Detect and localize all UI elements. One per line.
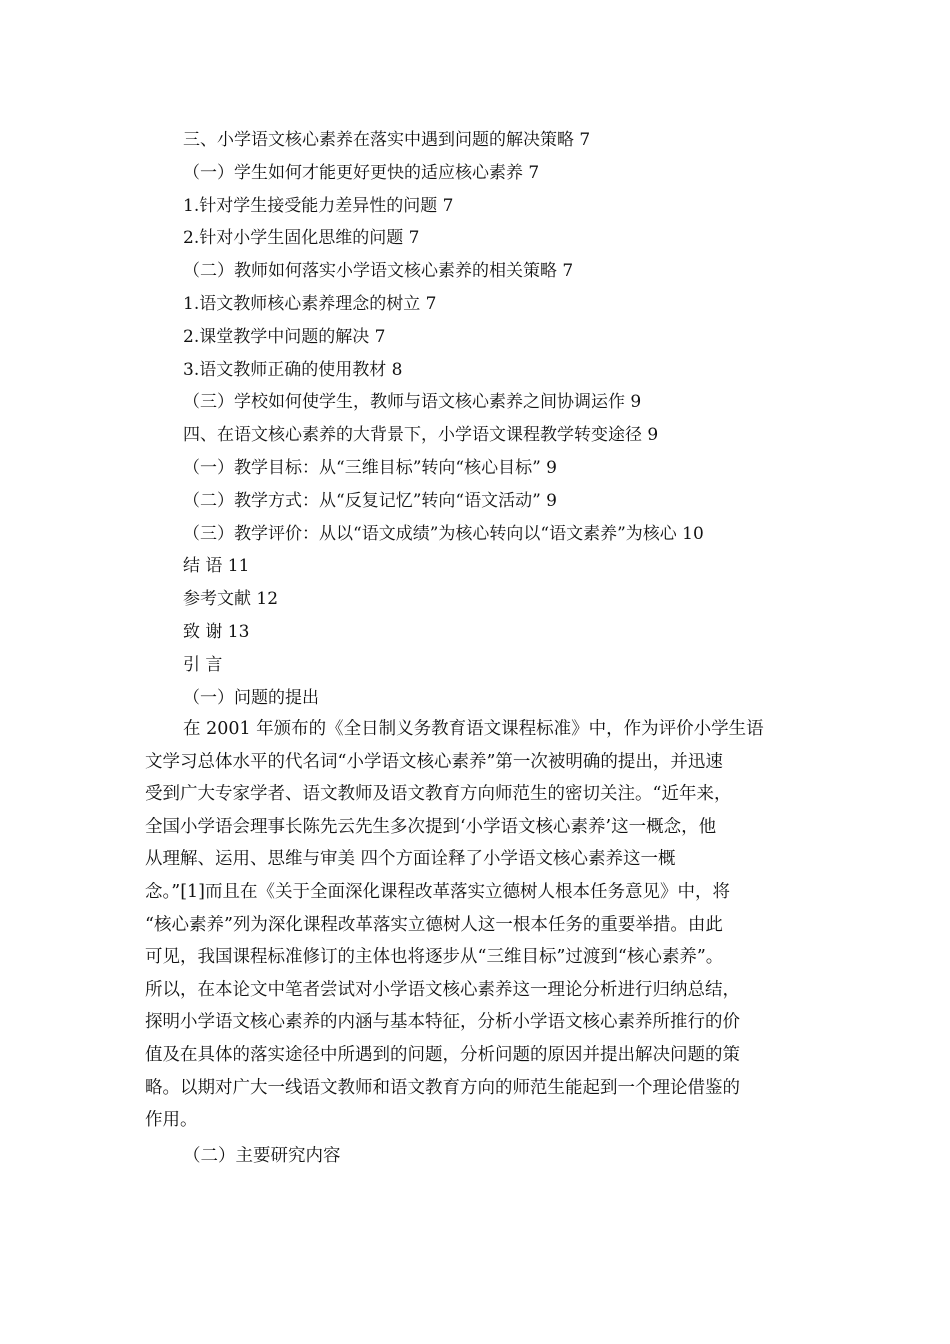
toc-entry: （一）学生如何才能更好更快的适应核心素养 7 [183, 162, 540, 183]
paragraph-line: 值及在具体的落实途径中所遇到的问题，分析问题的原因并提出解决问题的策 [145, 1044, 740, 1065]
toc-entry: 结 语 11 [183, 556, 250, 577]
paragraph-line: 文学习总体水平的代名词“小学语文核心素养”第一次被明确的提出，并迅速 [145, 751, 723, 772]
section-heading-research-content: （二）主要研究内容 [183, 1146, 341, 1166]
paragraph-line: 略。以期对广大一线语文教师和语文教育方向的师范生能起到一个理论借鉴的 [145, 1077, 740, 1098]
toc-entry: 致 谢 13 [183, 621, 250, 642]
toc-entry: 2.课堂教学中问题的解决 7 [183, 326, 386, 347]
intro-paragraph [145, 713, 805, 1137]
toc-entry: （三）学校如何使学生，教师与语文核心素养之间协调运作 9 [183, 392, 642, 413]
paragraph-line: 探明小学语文核心素养的内涵与基本特征，分析小学语文核心素养所推行的价 [145, 1012, 740, 1033]
toc-entry: 四、在语文核心素养的大背景下，小学语文课程教学转变途径 9 [183, 425, 659, 446]
toc-entry: 1.针对学生接受能力差异性的问题 7 [183, 195, 454, 216]
toc-entry: （二）教师如何落实小学语文核心素养的相关策略 7 [183, 261, 574, 282]
toc-entry: 三、小学语文核心素养在落实中遇到问题的解决策略 7 [183, 130, 591, 150]
intro-heading: 引 言 [183, 654, 223, 675]
toc-entry: （二）教学方式：从“反复记忆”转向“语文活动” 9 [183, 490, 557, 511]
paragraph-line: 受到广大专家学者、语文教师及语文教育方向师范生的密切关注。“近年来， [145, 784, 732, 805]
table-of-contents [183, 124, 823, 714]
toc-entry: （三）教学评价：从以“语文成绩”为核心转向以“语文素养”为核心 10 [183, 523, 704, 544]
paragraph-line: “核心素养”列为深化课程改革落实立德树人这一根本任务的重要举措。由此 [145, 914, 723, 935]
paragraph-line: 念。”[1]而且在《关于全面深化课程改革落实立德树人根本任务意见》中，将 [145, 881, 730, 902]
toc-entry: 参考文献 12 [183, 589, 279, 610]
paragraph-line: 从理解、运用、思维与审美 四个方面诠释了小学语文核心素养这一概 [145, 849, 676, 870]
toc-entry: 3.语文教师正确的使用教材 8 [183, 359, 403, 380]
toc-entry: 2.针对小学生固化思维的问题 7 [183, 228, 420, 249]
toc-entry: 1.语文教师核心素养理念的树立 7 [183, 293, 437, 314]
paragraph-line: 作用。 [145, 1110, 198, 1131]
paragraph-line: 全国小学语会理事长陈先云先生多次提到‘小学语文核心素养’这一概念，他 [145, 816, 717, 837]
toc-entry: （一）教学目标：从“三维目标”转向“核心目标” 9 [183, 457, 557, 478]
paragraph-line: 所以，在本论文中笔者尝试对小学语文核心素养这一理论分析进行归纳总结， [145, 979, 740, 1000]
section-heading-problem: （一）问题的提出 [183, 687, 319, 708]
paragraph-line: 可见，我国课程标准修订的主体也将逐步从“三维目标”过渡到“核心素养”。 [145, 947, 724, 968]
paragraph-line: 在 2001 年颁布的《全日制义务教育语文课程标准》中，作为评价小学生语 [183, 719, 764, 739]
